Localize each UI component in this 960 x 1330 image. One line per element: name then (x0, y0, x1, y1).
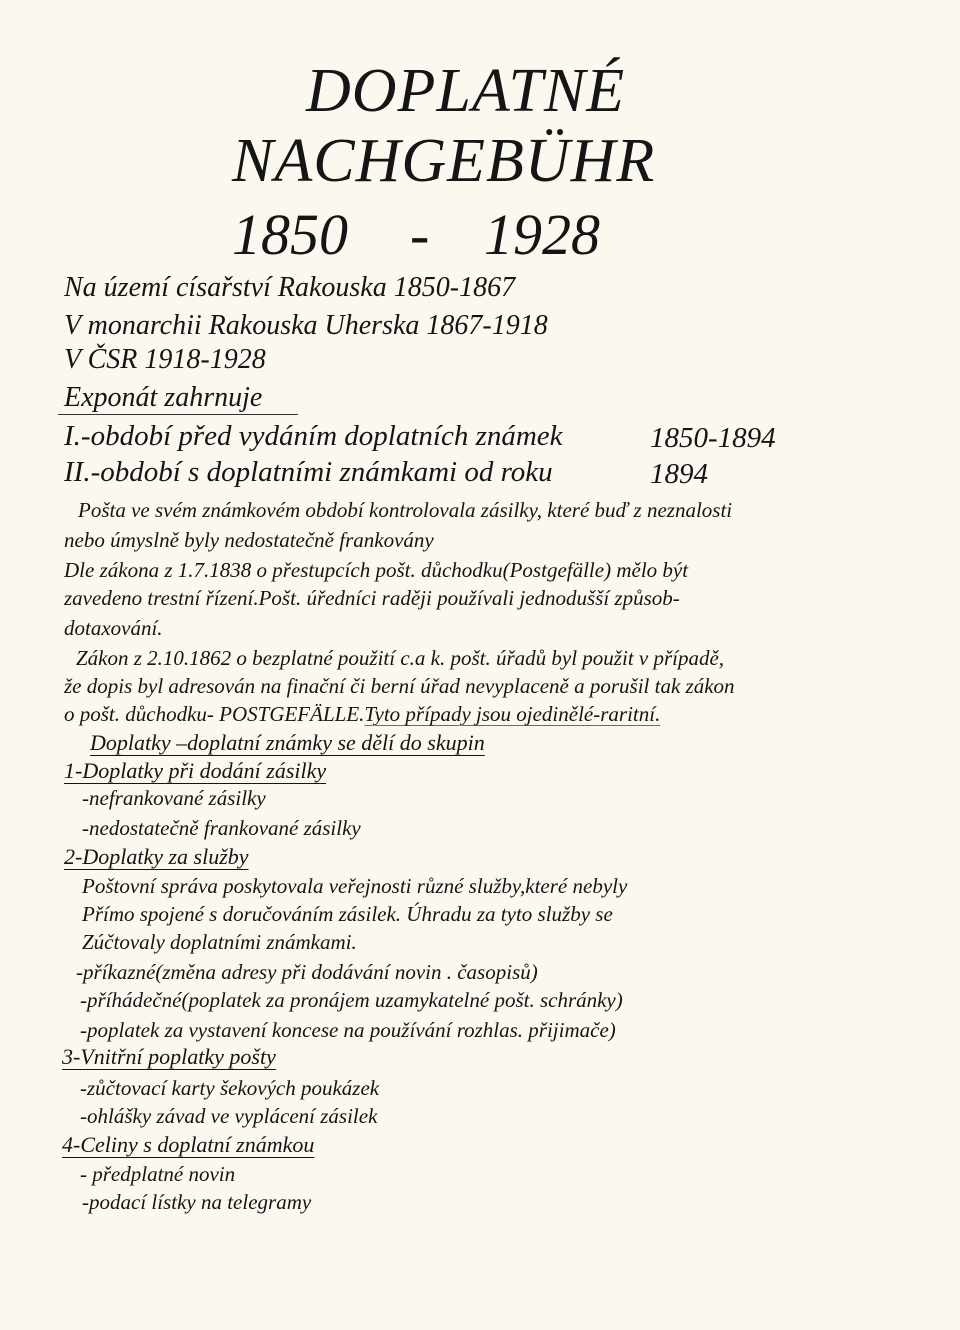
group-4-title: 4-Celiny s doplatní známkou (62, 1132, 315, 1157)
year-to: 1928 (484, 202, 600, 267)
exhibit-item-1: I.-období před vydáním doplatních známek (64, 420, 563, 452)
exhibit-heading-underline (58, 414, 298, 415)
period-2: V monarchii Rakouska Uherska 1867-1918 (64, 310, 548, 341)
para-3-rarity-note: Tyto případy jsou ojedinělé-raritní. (364, 702, 661, 726)
title-line-2: NACHGEBÜHR (232, 127, 656, 195)
para-3-line-3 (64, 704, 660, 725)
title-line-1: DOPLATNÉ (306, 57, 626, 125)
exhibit-item-1-years: 1850-1894 (650, 422, 776, 454)
group-2-text-3: Zúčtovaly doplatními známkami. (82, 930, 357, 954)
group-2-item-1: -příkazné(změna adresy při dodávání novin . časopisů) (76, 960, 538, 984)
group-1-item-2: -nedostatečně frankované zásilky (82, 816, 361, 840)
group-4-item-2: -podací lístky na telegramy (82, 1190, 312, 1214)
para-3-line-2: že dopis byl adresován na finační či berní úřad nevyplaceně a porušil tak zákon (64, 674, 735, 698)
group-1-title: 1-Doplatky při dodání zásilky (64, 758, 327, 783)
para-2-line-2: zavedeno trestní řízení.Pošt. úředníci raději používali jednodušší způsob- (64, 586, 680, 610)
para-1-line-2: nebo úmyslně byly nedostatečně frankovány (64, 528, 434, 552)
group-2-item-2: -příhádečné(poplatek za pronájem uzamykatelné pošt. schránky) (80, 988, 623, 1012)
exhibit-item-2: II.-období s doplatními známkami od roku (64, 456, 553, 488)
group-3-item-2: -ohlášky závad ve vyplácení zásilek (80, 1104, 378, 1128)
para-2-line-1: Dle zákona z 1.7.1838 o přestupcích pošt. důchodku(Postgefälle) mělo být (64, 558, 689, 582)
group-1-item-1: -nefrankované zásilky (82, 786, 266, 810)
period-1: Na území císařství Rakouska 1850-1867 (64, 272, 516, 303)
para-3-line-1: Zákon z 2.10.1862 o bezplatné použití c.a k. pošt. úřadů byl použit v případě, (76, 646, 725, 670)
exhibit-heading: Exponát zahrnuje (64, 382, 263, 413)
group-3-item-1: -zůčtovací karty šekových poukázek (80, 1076, 380, 1100)
group-3-title: 3-Vnitřní poplatky pošty (62, 1044, 276, 1069)
period-3: V ČSR 1918-1928 (64, 344, 266, 375)
group-4-item-1: - předplatné novin (80, 1162, 236, 1186)
para-2-line-3: dotaxování. (64, 616, 163, 640)
year-from: 1850 (232, 202, 348, 267)
groups-heading: Doplatky –doplatní známky se dělí do skupin (90, 730, 485, 755)
group-2-title: 2-Doplatky za služby (64, 844, 249, 869)
group-2-item-3: -poplatek za vystavení koncese na používání rozhlas. přijimače) (80, 1018, 616, 1042)
para-1-line-1: Pošta ve svém známkovém období kontrolovala zásilky, které buď z neznalosti (78, 498, 733, 522)
exhibit-item-2-year: 1894 (650, 458, 708, 490)
group-2-text-2: Přímo spojené s doručováním zásilek. Úhradu za tyto služby se (82, 902, 613, 926)
group-2-text-1: Poštovní správa poskytovala veřejnosti různé služby,které nebyly (82, 874, 628, 898)
para-3-line-3-start: o pošt. důchodku- POSTGEFÄLLE. (64, 702, 365, 726)
year-dash: - (410, 202, 430, 267)
